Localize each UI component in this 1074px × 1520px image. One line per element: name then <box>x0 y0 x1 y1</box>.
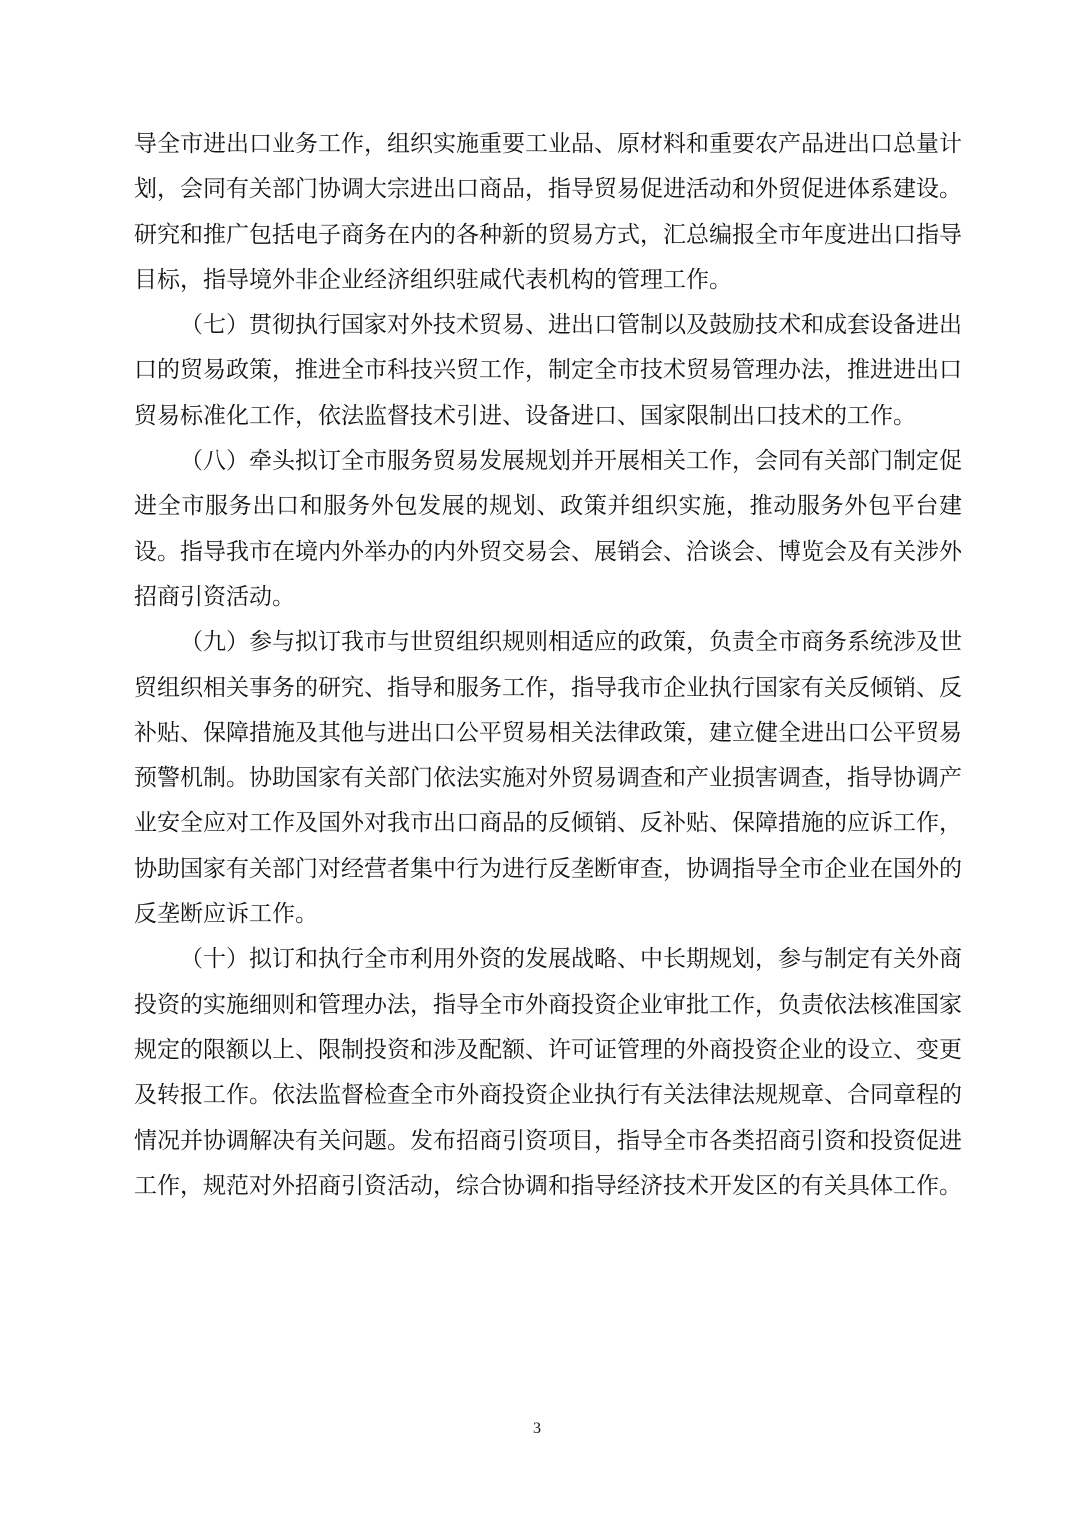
page-number: 3 <box>533 1420 541 1437</box>
paragraph-item-9: （九）参与拟订我市与世贸组织规则相适应的政策，负责全市商务系统涉及世贸组织相关事务的研究、指导和服务工作，指导我市企业执行国家有关反倾销、反补贴、保障措施及其他与进出口公平贸易相关法律政策，建立健全进出口公平贸易预警机制。协助国家有关部门依法实施对外贸易调查和产业损害调查，指导协调产业安全应对工作及国外对我市出口商品的反倾销、反补贴、保障措施的应诉工作，协助国家有关部门对经营者集中行为进行反垄断审查，协调指导全市企业在国外的反垄断应诉工作。 <box>134 629 962 928</box>
paragraph-item-10: （十）拟订和执行全市利用外资的发展战略、中长期规划，参与制定有关外商投资的实施细则和管理办法，指导全市外商投资企业审批工作，负责依法核准国家规定的限额以上、限制投资和涉及配额、许可证管理的外商投资企业的设立、变更及转报工作。依法监督检查全市外商投资企业执行有关法律法规规章、合同章程的情况并协调解决有关问题。发布招商引资项目，指导全市各类招商引资和投资促进工作，规范对外招商引资活动，综合协调和指导经济技术开发区的有关具体工作。 <box>134 946 962 1199</box>
paragraph-item-8: （八）牵头拟订全市服务贸易发展规划并开展相关工作，会同有关部门制定促进全市服务出口和服务外包发展的规划、政策并组织实施，推动服务外包平台建设。指导我市在境内外举办的内外贸交易会、展销会、洽谈会、博览会及有关涉外招商引资活动。 <box>134 448 962 610</box>
document-body <box>134 122 962 1209</box>
paragraph-continuation: 导全市进出口业务工作，组织实施重要工业品、原材料和重要农产品进出口总量计划，会同有关部门协调大宗进出口商品，指导贸易促进活动和外贸促进体系建设。研究和推广包括电子商务在内的各种新的贸易方式，汇总编报全市年度进出口指导目标，指导境外非企业经济组织驻咸代表机构的管理工作。 <box>134 131 962 293</box>
paragraph-item-7: （七）贯彻执行国家对外技术贸易、进出口管制以及鼓励技术和成套设备进出口的贸易政策，推进全市科技兴贸工作，制定全市技术贸易管理办法，推进进出口贸易标准化工作，依法监督技术引进、设备进口、国家限制出口技术的工作。 <box>134 312 962 429</box>
